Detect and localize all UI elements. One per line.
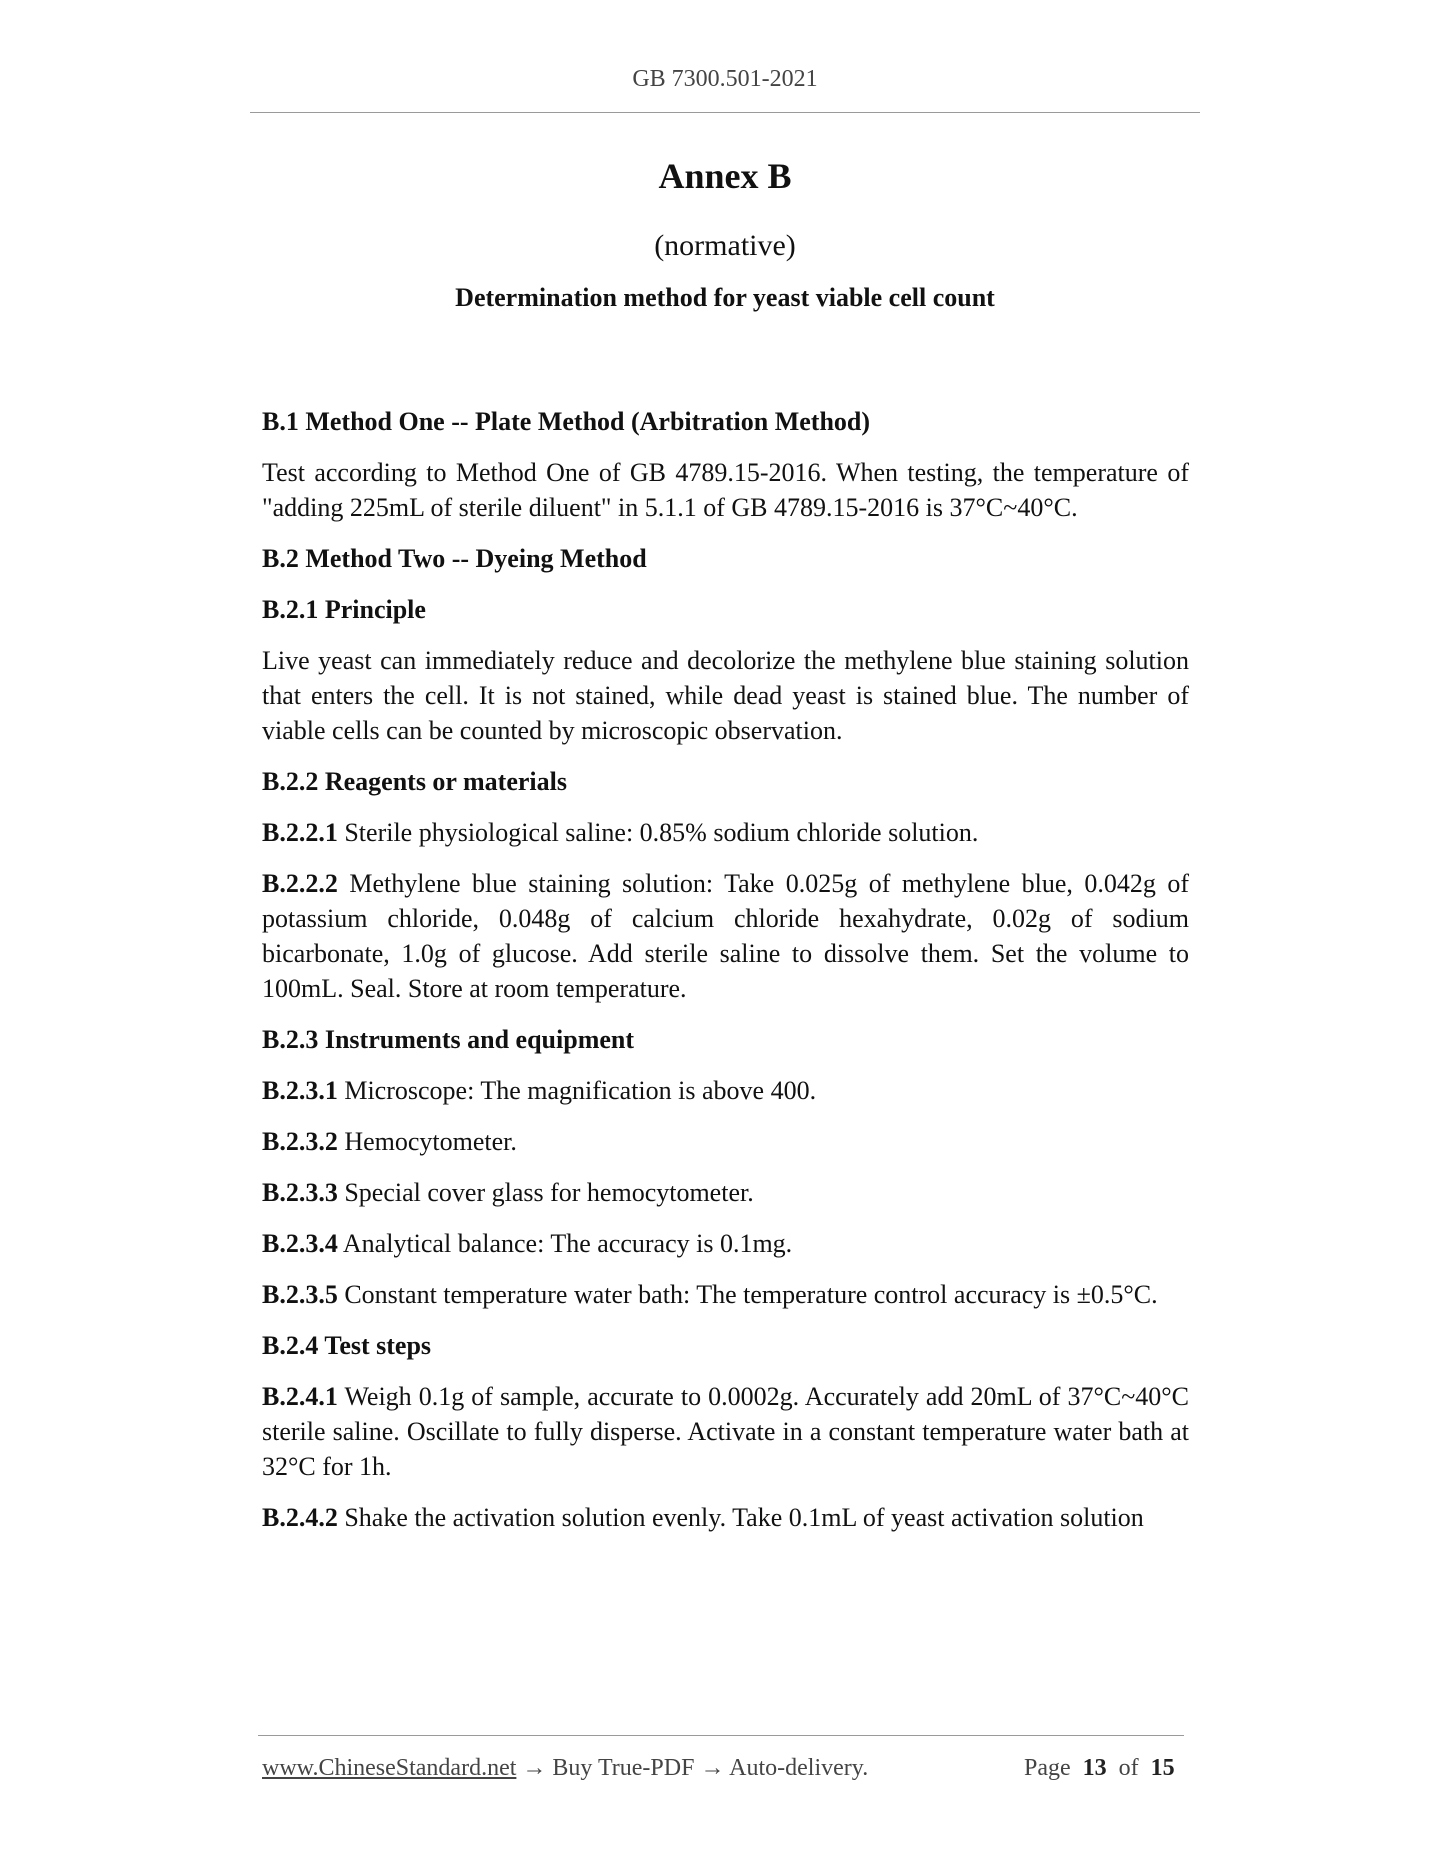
section-heading-b1: B.1 Method One -- Plate Method (Arbitration Method): [262, 407, 871, 436]
clause-number: B.2.4.2: [262, 1503, 338, 1532]
clause-text: Sterile physiological saline: 0.85% sodium chloride solution.: [337, 818, 979, 847]
arrow-icon: →: [694, 1755, 730, 1781]
clause-text: Microscope: The magnification is above 400.: [337, 1076, 817, 1105]
footer-links: [262, 1755, 868, 1782]
paragraph-b1: Test according to Method One of GB 4789.15-2016. When testing, the temperature of "adding 225mL of sterile diluent" in 5.1.1 of GB 4789.15-2016 is 37°C~40°C.: [262, 458, 1189, 522]
clause-b234: [262, 1226, 1189, 1261]
clause-number: B.2.3.5: [262, 1280, 338, 1309]
arrow-icon: →: [516, 1755, 553, 1781]
clause-b222: [262, 866, 1189, 1006]
website-link[interactable]: www.ChineseStandard.net: [262, 1755, 517, 1781]
clause-text: Constant temperature water bath: The temperature control accuracy is ±0.5°C.: [337, 1280, 1158, 1309]
paragraph-b21: Live yeast can immediately reduce and decolorize the methylene blue staining solution that enters the cell. It is not stained, while dead yeast is stained blue. The number of viable cells can be counted by microscopic observation.: [262, 646, 1189, 745]
clause-text: Weigh 0.1g of sample, accurate to 0.0002g. Accurately add 20mL of 37°C~40°C sterile saline. Oscillate to fully disperse. Activate in a constant temperature water bath at 32°C for 1h.: [262, 1382, 1189, 1481]
clause-number: B.2.3.2: [262, 1127, 338, 1156]
document-body: [262, 404, 1189, 1535]
section-heading-b2: B.2 Method Two -- Dyeing Method: [262, 544, 647, 573]
page-label: Page: [1024, 1755, 1071, 1781]
clause-number: B.2.3.3: [262, 1178, 338, 1207]
clause-text: Analytical balance: The accuracy is 0.1mg.: [337, 1229, 793, 1258]
annex-subtitle: Determination method for yeast viable cell count: [455, 283, 995, 312]
section-heading-b24: B.2.4 Test steps: [262, 1331, 432, 1360]
clause-number: B.2.3.4: [262, 1229, 338, 1258]
clause-b231: [262, 1073, 1189, 1108]
clause-number: B.2.2.1: [262, 818, 338, 847]
section-heading-b21: B.2.1 Principle: [262, 595, 426, 624]
clause-b242: [262, 1500, 1189, 1535]
footer-divider: [258, 1735, 1184, 1736]
header-divider: [250, 112, 1200, 113]
clause-text: Shake the activation solution evenly. Take 0.1mL of yeast activation solution: [337, 1503, 1144, 1532]
clause-b232: [262, 1124, 1189, 1159]
page-indicator: [1024, 1755, 1175, 1782]
section-heading-b22: B.2.2 Reagents or materials: [262, 767, 567, 796]
clause-number: B.2.2.2: [262, 869, 338, 898]
buy-pdf-text: Buy True-PDF: [552, 1755, 695, 1781]
clause-text: Methylene blue staining solution: Take 0.025g of methylene blue, 0.042g of potassium chloride, 0.048g of calcium chloride hexahydrate, 0.02g of sodium bicarbonate, 1.0g of glucose. Add sterile saline to dissolve them. Set the volume to 100mL. Seal. Store at room temperature.: [262, 869, 1189, 1003]
clause-b233: [262, 1175, 1189, 1210]
page-total: 15: [1150, 1755, 1175, 1781]
of-label: of: [1118, 1755, 1139, 1781]
annex-title: Annex B: [658, 156, 792, 196]
clause-b221: [262, 815, 1189, 850]
clause-number: B.2.4.1: [262, 1382, 338, 1411]
delivery-text: Auto-delivery.: [729, 1755, 869, 1781]
clause-b235: [262, 1277, 1189, 1312]
section-heading-b23: B.2.3 Instruments and equipment: [262, 1025, 635, 1054]
page-current: 13: [1082, 1755, 1107, 1781]
clause-b241: [262, 1379, 1189, 1484]
clause-text: Hemocytometer.: [337, 1127, 517, 1156]
clause-text: Special cover glass for hemocytometer.: [337, 1178, 754, 1207]
document-code-header: GB 7300.501-2021: [632, 66, 818, 92]
annex-type: (normative): [654, 229, 796, 262]
clause-number: B.2.3.1: [262, 1076, 338, 1105]
